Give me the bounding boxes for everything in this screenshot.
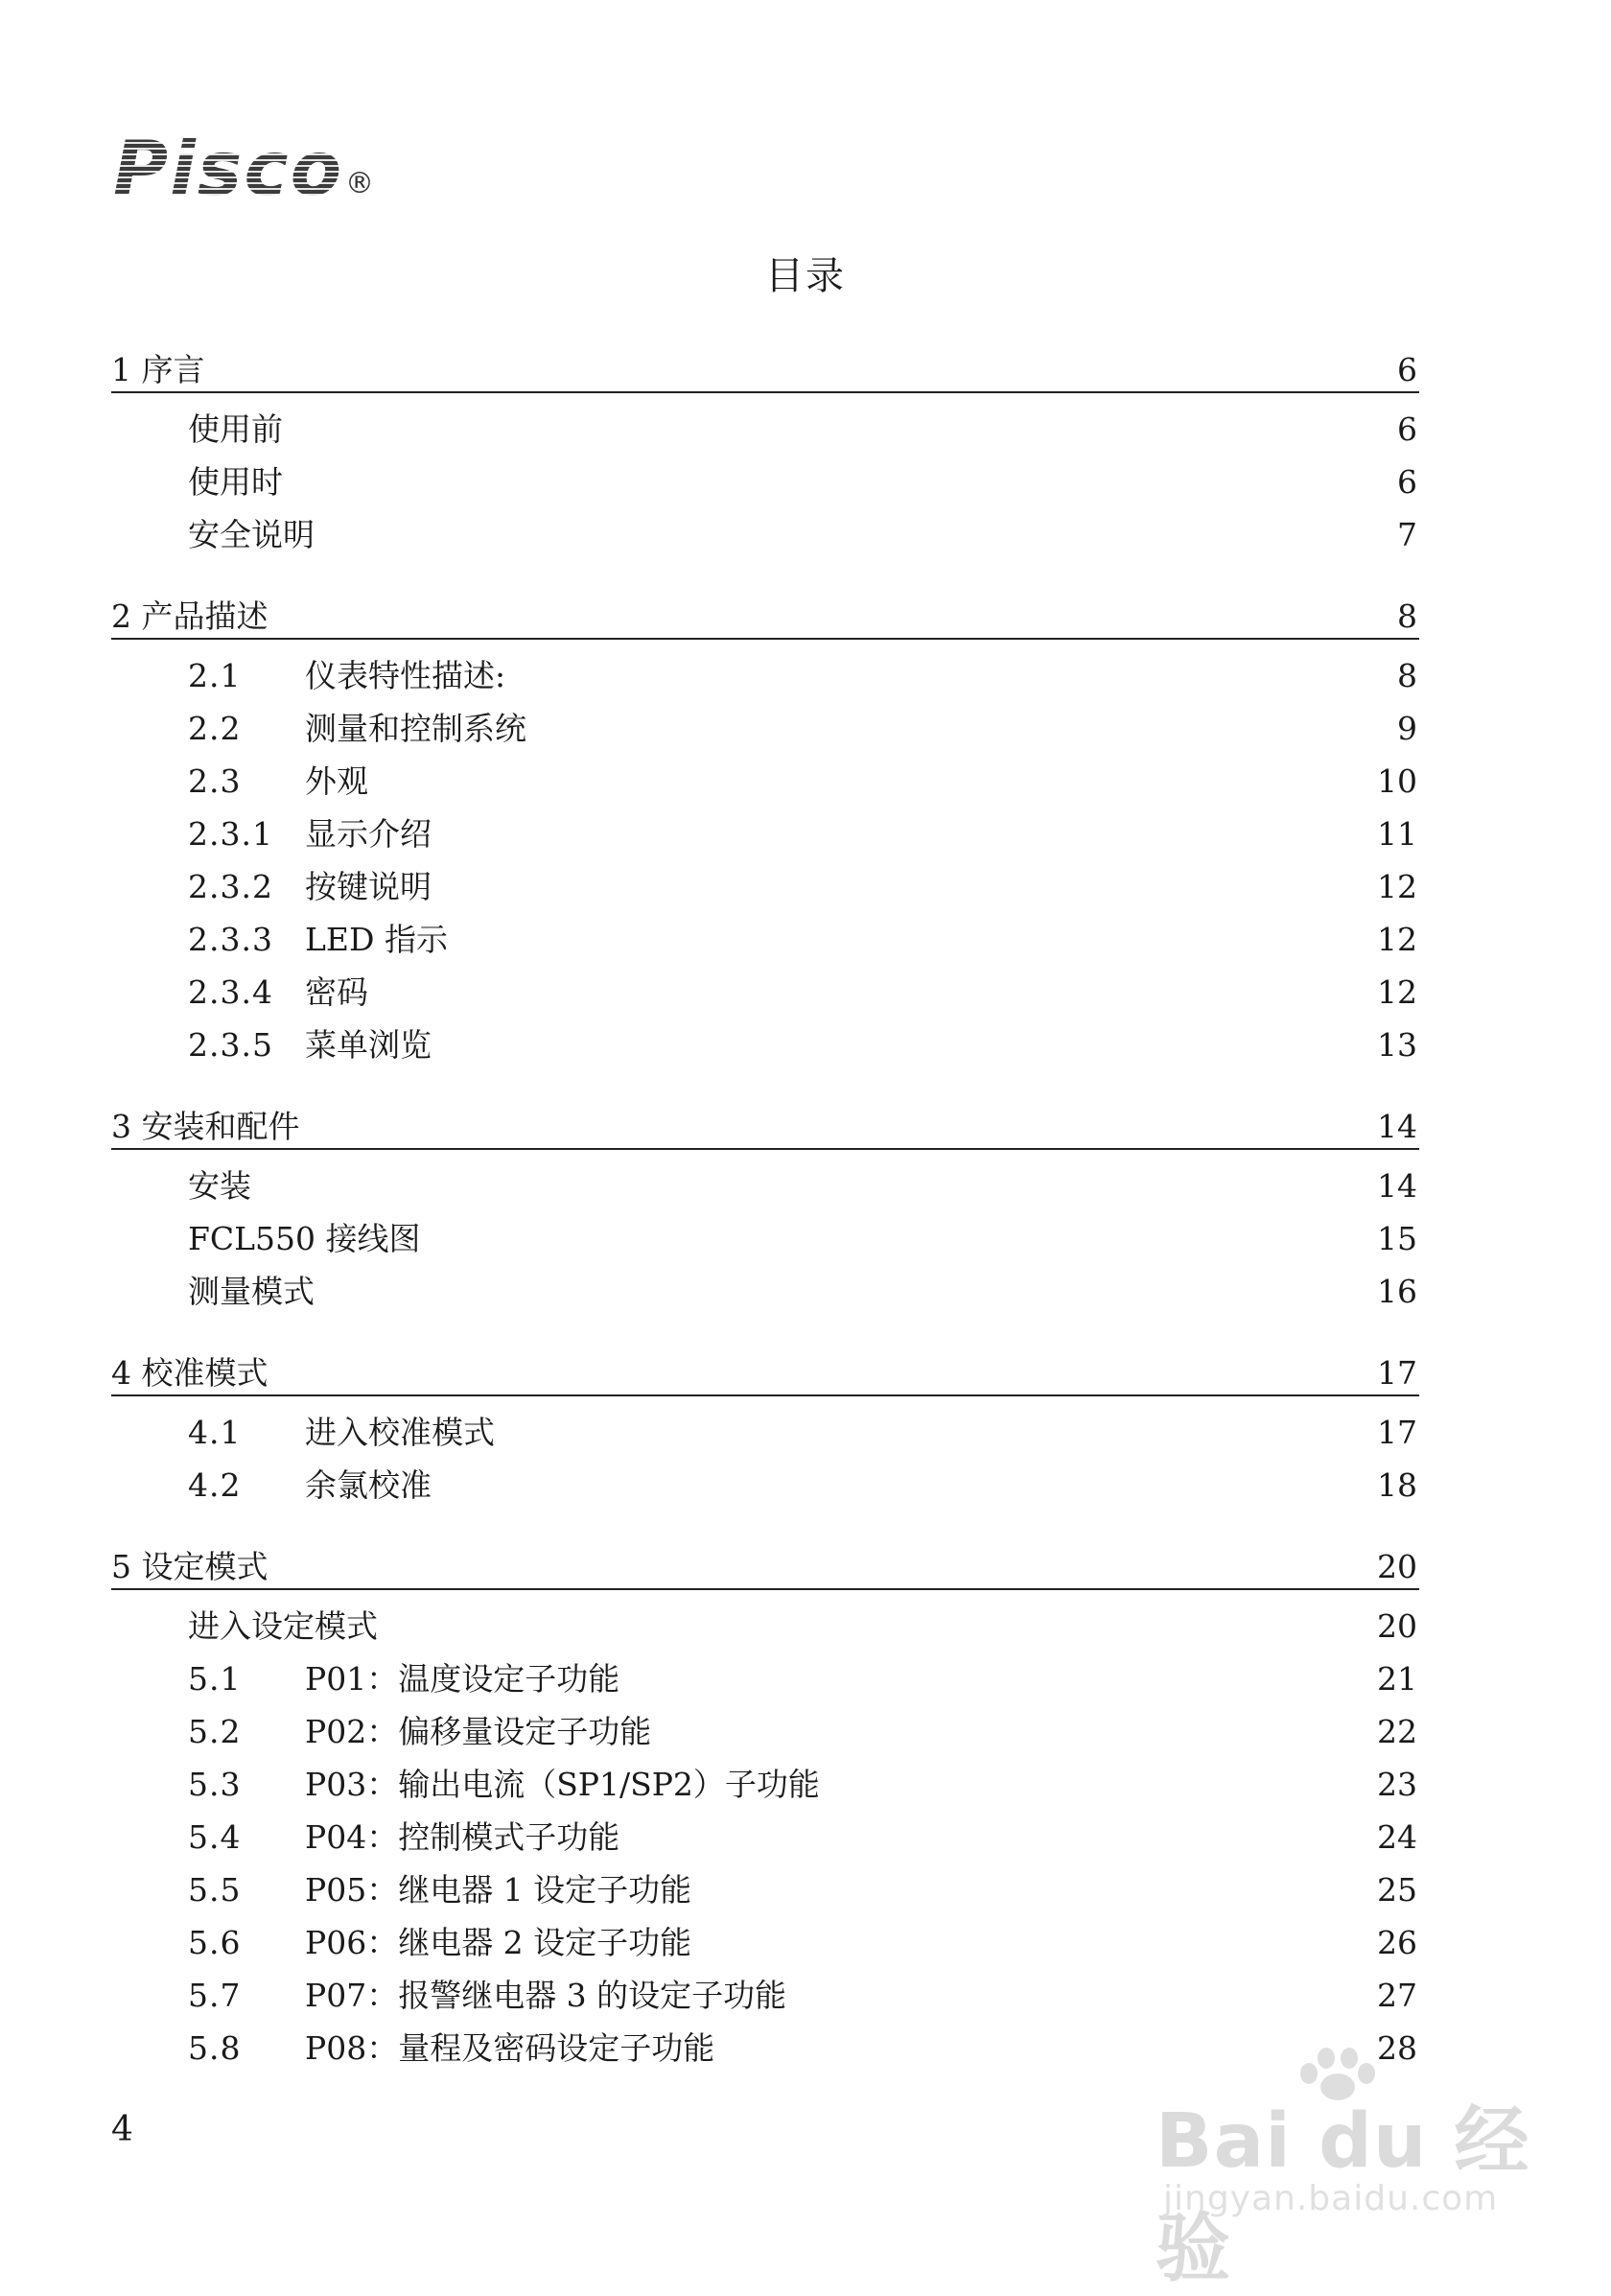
entry-title: P05：继电器 1 设定子功能	[305, 1871, 692, 1909]
entry-number: 5.6	[188, 1924, 242, 1961]
watermark	[1146, 2072, 1549, 2292]
toc-entry-row[interactable]	[111, 913, 1419, 966]
toc-entry-row[interactable]	[111, 1212, 1419, 1265]
entry-page: 27	[1377, 1977, 1417, 2014]
logo-wordmark: Pisco	[113, 127, 344, 213]
entry-number: 2.3.5	[188, 1026, 273, 1064]
toc-entry-row[interactable]	[111, 456, 1419, 508]
entry-page: 23	[1377, 1766, 1417, 1803]
entry-title: 测量模式	[188, 1273, 315, 1310]
toc-entry-row[interactable]	[111, 702, 1419, 755]
entry-title: P08：量程及密码设定子功能	[305, 2029, 715, 2067]
entry-title: LED 指示	[305, 921, 448, 958]
entry-title: 测量和控制系统	[305, 710, 526, 747]
entry-page: 9	[1397, 710, 1417, 747]
toc-chapter-row[interactable]	[111, 1102, 1419, 1150]
table-of-contents	[111, 345, 1419, 2074]
chapter-page: 6	[1397, 351, 1417, 388]
entry-title: 显示介绍	[305, 815, 432, 853]
entry-number: 2.3.4	[188, 973, 273, 1011]
entry-title: 进入设定模式	[188, 1607, 378, 1645]
chapter-page: 14	[1377, 1108, 1417, 1145]
toc-entry-row[interactable]	[111, 966, 1419, 1019]
entry-title: P02：偏移量设定子功能	[305, 1713, 652, 1750]
entry-number: 2.3.1	[188, 815, 273, 853]
toc-entry-row[interactable]	[111, 1160, 1419, 1212]
chapter-title: 3 安装和配件	[111, 1108, 300, 1145]
entry-number: 4.2	[188, 1466, 242, 1504]
entry-page: 7	[1397, 516, 1417, 553]
entry-page: 6	[1397, 463, 1417, 501]
entry-title: 菜单浏览	[305, 1026, 432, 1064]
entry-number: 5.1	[188, 1660, 242, 1698]
entry-title: P04：控制模式子功能	[305, 1818, 620, 1856]
entry-number: 2.1	[188, 657, 242, 694]
entry-number: 2.3.2	[188, 868, 273, 905]
toc-entry-row[interactable]	[111, 403, 1419, 456]
entry-page: 13	[1377, 1026, 1417, 1064]
entry-number: 2.2	[188, 710, 242, 747]
entry-title: P03：输出电流（SP1/SP2）子功能	[305, 1766, 820, 1803]
toc-chapter-row[interactable]	[111, 1348, 1419, 1396]
entry-page: 11	[1377, 815, 1417, 853]
toc-entry-row[interactable]	[111, 1758, 1419, 1811]
chapter-title: 1 序言	[111, 351, 205, 388]
entry-number: 2.3	[188, 762, 242, 800]
toc-entry-row[interactable]	[111, 1916, 1419, 1969]
entry-page: 12	[1377, 973, 1417, 1011]
toc-chapter-row[interactable]	[111, 345, 1419, 393]
entry-title: 按键说明	[305, 868, 432, 905]
entry-page: 12	[1377, 921, 1417, 958]
toc-entry-row[interactable]	[111, 649, 1419, 702]
entry-title: 仪表特性描述:	[305, 657, 506, 694]
toc-chapter-row[interactable]	[111, 592, 1419, 640]
chapter-page: 20	[1377, 1548, 1417, 1585]
toc-entry-row[interactable]	[111, 508, 1419, 561]
toc-entry-row[interactable]	[111, 1265, 1419, 1318]
toc-entry-row[interactable]	[111, 2022, 1419, 2074]
entry-number: 5.4	[188, 1818, 242, 1856]
toc-entry-row[interactable]	[111, 1969, 1419, 2022]
toc-entry-row[interactable]	[111, 1811, 1419, 1863]
entry-title: FCL550 接线图	[188, 1220, 421, 1257]
entry-page: 25	[1377, 1871, 1417, 1909]
entry-page: 15	[1377, 1220, 1417, 1257]
watermark-site: jingyan.baidu.com	[1163, 2179, 1499, 2218]
entry-title: 安装	[188, 1167, 251, 1205]
toc-entry-row[interactable]	[111, 1863, 1419, 1916]
toc-entry-row[interactable]	[111, 1652, 1419, 1705]
entry-page: 22	[1377, 1713, 1417, 1750]
entry-title: 使用时	[188, 463, 283, 501]
chapter-page: 8	[1397, 597, 1417, 635]
entry-number: 2.3.3	[188, 921, 273, 958]
entry-title: P01：温度设定子功能	[305, 1660, 620, 1698]
entry-title: 使用前	[188, 410, 283, 448]
entry-number: 5.2	[188, 1713, 242, 1750]
entry-title: 密码	[305, 973, 368, 1011]
toc-entry-row[interactable]	[111, 860, 1419, 913]
toc-entry-row[interactable]	[111, 808, 1419, 860]
toc-chapter-row[interactable]	[111, 1542, 1419, 1590]
chapter-page: 17	[1377, 1354, 1417, 1392]
entry-page: 18	[1377, 1466, 1417, 1504]
toc-entry-row[interactable]	[111, 1019, 1419, 1071]
toc-entry-row[interactable]	[111, 1459, 1419, 1511]
entry-title: P06：继电器 2 设定子功能	[305, 1924, 692, 1961]
entry-page: 17	[1377, 1414, 1417, 1451]
chapter-title: 5 设定模式	[111, 1548, 268, 1585]
entry-title: 进入校准模式	[305, 1414, 495, 1451]
watermark-brand: Bai du 经验	[1156, 2098, 1530, 2292]
entry-title: 安全说明	[188, 516, 315, 553]
entry-number: 5.5	[188, 1871, 242, 1909]
registered-mark: ®	[345, 167, 374, 200]
chapter-title: 2 产品描述	[111, 597, 268, 635]
brand-logo	[113, 127, 374, 213]
page-title: 目录	[765, 254, 846, 298]
toc-entry-row[interactable]	[111, 755, 1419, 808]
entry-title: 外观	[305, 762, 368, 800]
entry-page: 12	[1377, 868, 1417, 905]
entry-page: 26	[1377, 1924, 1417, 1961]
entry-page: 16	[1377, 1273, 1417, 1310]
entry-page: 14	[1377, 1167, 1417, 1205]
toc-entry-row[interactable]	[111, 1705, 1419, 1758]
entry-page: 8	[1397, 657, 1417, 694]
toc-entry-row[interactable]	[111, 1600, 1419, 1652]
entry-page: 6	[1397, 410, 1417, 448]
entry-page: 20	[1377, 1607, 1417, 1645]
entry-page: 10	[1377, 762, 1417, 800]
entry-title: P07：报警继电器 3 的设定子功能	[305, 1977, 787, 2014]
entry-page: 28	[1377, 2029, 1417, 2067]
chapter-title: 4 校准模式	[111, 1354, 268, 1392]
entry-number: 5.7	[188, 1977, 242, 2014]
entry-page: 24	[1377, 1818, 1417, 1856]
entry-number: 5.8	[188, 2029, 242, 2067]
entry-number: 5.3	[188, 1766, 242, 1803]
page-number: 4	[111, 2110, 133, 2149]
toc-entry-row[interactable]	[111, 1406, 1419, 1459]
entry-title: 余氯校准	[305, 1466, 432, 1504]
entry-page: 21	[1377, 1660, 1417, 1698]
entry-number: 4.1	[188, 1414, 242, 1451]
